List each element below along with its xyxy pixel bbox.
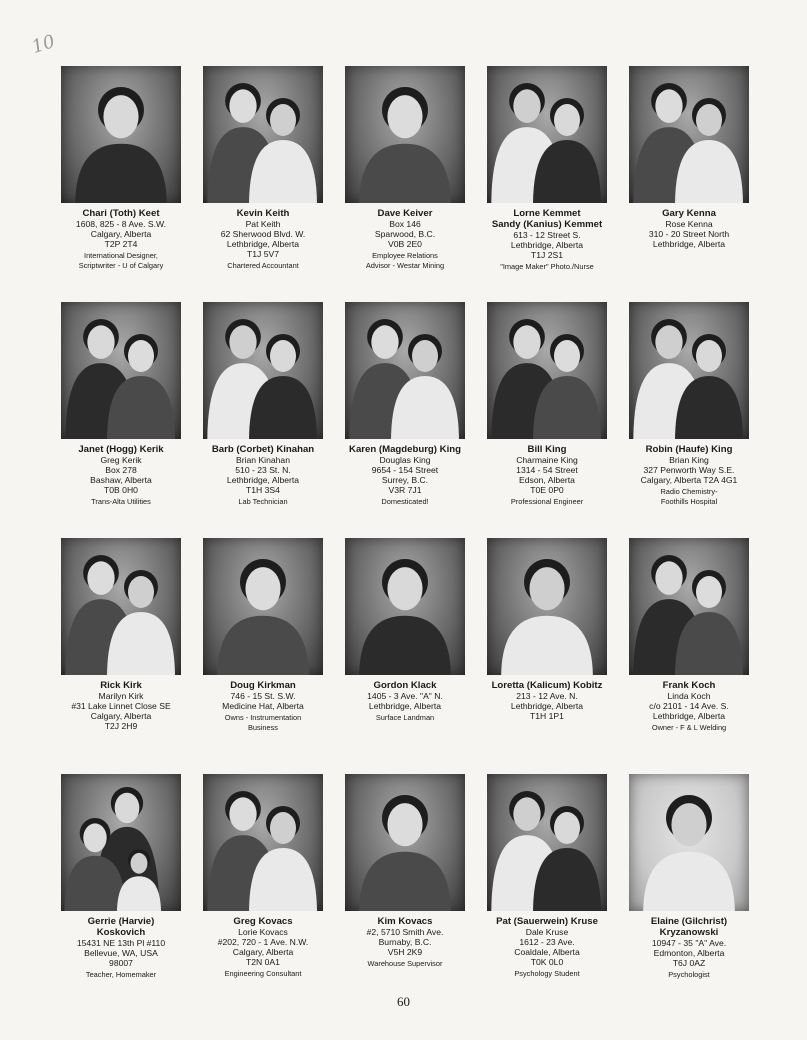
entry-secondary-name: Koskovich	[96, 927, 146, 938]
entry-address-line: 1612 - 23 Ave.	[519, 937, 575, 947]
directory-entry	[50, 302, 192, 538]
portrait-graphic	[61, 774, 181, 911]
portrait-graphic	[629, 538, 749, 675]
person-silhouette	[643, 795, 735, 911]
portrait-graphic	[203, 538, 323, 675]
person-silhouette	[359, 559, 451, 675]
portrait-graphic	[487, 302, 607, 439]
entry-occupation-line: Domesticated!	[381, 497, 429, 506]
entry-address-line: Bellevue, WA, USA	[84, 948, 158, 958]
entry-name: Gerrie (Harvie)	[87, 916, 155, 927]
entry-occupation-line: Advisor - Westar Mining	[365, 261, 445, 270]
entry-secondary-name: Sandy (Kanius) Kemmet	[491, 219, 603, 230]
person-silhouette	[75, 87, 167, 203]
entry-text	[619, 680, 759, 733]
portrait-graphic	[345, 538, 465, 675]
portrait-graphic	[345, 774, 465, 911]
entry-occupation-line: Radio Chemistry-	[660, 487, 718, 496]
entry-name: Rick Kirk	[100, 680, 142, 691]
entry-occupation	[477, 262, 617, 272]
entry-occupation	[619, 487, 759, 507]
portrait-graphic	[487, 538, 607, 675]
portrait-graphic	[61, 302, 181, 439]
entry-name: Lorne Kemmet	[513, 208, 581, 219]
person-silhouette	[217, 559, 309, 675]
person-silhouette	[359, 795, 451, 911]
entry-secondary-name: Kryzanowski	[659, 927, 719, 938]
portrait-graphic	[487, 774, 607, 911]
entry-name: Bill King	[527, 444, 567, 455]
entry-text	[193, 444, 333, 507]
portrait-photo	[345, 302, 465, 439]
entry-occupation-line: Business	[248, 723, 278, 732]
entry-address-line: T2P 2T4	[104, 239, 138, 249]
portrait-photo	[487, 538, 607, 675]
portrait-graphic	[203, 302, 323, 439]
entry-address-line: 613 - 12 Street S.	[513, 230, 581, 240]
directory-entry	[618, 66, 760, 302]
entry-occupation-line: Owner - F & L Welding	[651, 723, 727, 732]
entry-name: Barb (Corbet) Kinahan	[211, 444, 315, 455]
entry-address-line: 62 Sherwood Blvd. W.	[220, 229, 306, 239]
entry-occupation	[619, 970, 759, 980]
entry-address-line: Lethbridge, Alberta	[226, 475, 300, 485]
entry-occupation	[477, 497, 617, 507]
entry-address-line: T2J 2H9	[104, 721, 138, 731]
entry-name: Dave Keiver	[377, 208, 433, 219]
entry-address-line: #31 Lake Linnet Close SE	[71, 701, 171, 711]
entry-occupation-line: Employee Relations	[372, 251, 438, 260]
portrait-photo	[203, 774, 323, 911]
portrait-photo	[629, 774, 749, 911]
portrait-photo	[203, 302, 323, 439]
directory-entry	[334, 538, 476, 774]
entry-address-line: Edmonton, Alberta	[653, 948, 725, 958]
entry-text	[335, 444, 475, 507]
portrait-photo	[61, 538, 181, 675]
entry-name: Loretta (Kalicum) Kobitz	[491, 680, 603, 691]
entry-name: Kim Kovacs	[377, 916, 433, 927]
directory-entry	[50, 774, 192, 1010]
entry-address-line: #2, 5710 Smith Ave.	[366, 927, 444, 937]
directory-entry	[476, 538, 618, 774]
entry-text	[477, 916, 617, 979]
portrait-photo	[487, 302, 607, 439]
portrait-graphic	[629, 302, 749, 439]
entry-name: Chari (Toth) Keet	[82, 208, 160, 219]
entry-address-line: 213 - 12 Ave. N.	[516, 691, 578, 701]
directory-entry	[618, 774, 760, 1010]
entry-secondary-name: Greg Kerik	[100, 455, 142, 465]
entry-address-line: Bashaw, Alberta	[90, 475, 152, 485]
entry-occupation-line: Psychologist	[668, 970, 710, 979]
directory-entry	[618, 302, 760, 538]
entry-occupation	[193, 969, 333, 979]
entry-secondary-name: Lorie Kovacs	[238, 927, 288, 937]
entry-occupation-line: Professional Engineer	[510, 497, 584, 506]
entry-occupation	[619, 723, 759, 733]
entry-occupation-line: "Image Maker" Photo./Nurse	[500, 262, 594, 271]
entry-occupation-line: International Designer,	[84, 251, 158, 260]
entry-address-line: T1J 2S1	[530, 250, 563, 260]
entry-address-line: T0K 0L0	[530, 957, 564, 967]
entry-address-line: 1405 - 3 Ave. "A" N.	[367, 691, 443, 701]
entry-address-line: Coaldale, Alberta	[514, 947, 580, 957]
entry-address-line: Burnaby, B.C.	[378, 937, 432, 947]
directory-entry	[476, 66, 618, 302]
entry-name: Kevin Keith	[236, 208, 290, 219]
entry-secondary-name: Rose Kenna	[665, 219, 713, 229]
entry-address-line: Lethbridge, Alberta	[652, 239, 726, 249]
entry-secondary-name: Pat Keith	[245, 219, 281, 229]
portrait-graphic	[629, 66, 749, 203]
directory-entry	[476, 774, 618, 1010]
entry-address-line: T6J 0AZ	[672, 958, 706, 968]
entry-text	[619, 208, 759, 249]
entry-occupation-line: Chartered Accountant	[227, 261, 299, 270]
portrait-photo	[345, 774, 465, 911]
directory-entry	[192, 66, 334, 302]
entry-secondary-name: Charmaine King	[516, 455, 578, 465]
entry-address-line: Sparwood, B.C.	[374, 229, 436, 239]
entry-occupation	[51, 970, 191, 980]
entry-text	[477, 208, 617, 272]
entry-text	[335, 680, 475, 723]
entry-occupation	[193, 497, 333, 507]
portrait-graphic	[629, 774, 749, 911]
entry-occupation	[335, 713, 475, 723]
entry-secondary-name: Linda Koch	[667, 691, 711, 701]
entry-address-line: 746 - 15 St. S.W.	[230, 691, 296, 701]
portrait-graphic	[345, 66, 465, 203]
portrait-photo	[345, 66, 465, 203]
portrait-graphic	[345, 302, 465, 439]
portrait-graphic	[203, 66, 323, 203]
entry-occupation-line: Foothills Hospital	[660, 497, 718, 506]
entry-text	[619, 916, 759, 980]
entry-name: Karen (Magdeburg) King	[349, 444, 461, 455]
person-silhouette	[359, 87, 451, 203]
entry-address-line: c/o 2101 - 14 Ave. S.	[649, 701, 729, 711]
entry-text	[619, 444, 759, 507]
entry-name: Gary Kenna	[662, 208, 716, 219]
portrait-photo	[487, 66, 607, 203]
directory-entry	[476, 302, 618, 538]
portrait-photo	[61, 66, 181, 203]
entry-occupation	[335, 497, 475, 507]
entry-address-line: T1J 5V7	[246, 249, 279, 259]
portrait-photo	[629, 66, 749, 203]
entry-address-line: 15431 NE 13th Pl #110	[76, 938, 166, 948]
page-mark: 10	[29, 30, 58, 59]
entry-address-line: 98007	[109, 958, 133, 968]
entry-text	[193, 680, 333, 733]
portrait-photo	[345, 538, 465, 675]
entry-name: Greg Kovacs	[233, 916, 293, 927]
entry-address-line: Calgary, Alberta T2A 4G1	[640, 475, 738, 485]
entry-occupation-line: Lab Technician	[238, 497, 288, 506]
entry-address-line: Edson, Alberta	[519, 475, 575, 485]
entry-address-line: T0B 0H0	[104, 485, 138, 495]
entry-occupation-line: Owns - Instrumentation	[224, 713, 302, 722]
entry-occupation	[51, 497, 191, 507]
directory-entry	[50, 538, 192, 774]
entry-text	[477, 680, 617, 721]
entry-address-line: 327 Penworth Way S.E.	[643, 465, 735, 475]
entry-secondary-name: Brian King	[669, 455, 709, 465]
entry-address-line: Calgary, Alberta	[90, 711, 152, 721]
entry-address-line: V0B 2E0	[388, 239, 422, 249]
entry-occupation	[51, 251, 191, 271]
entry-text	[51, 680, 191, 731]
entry-address-line: Lethbridge, Alberta	[226, 239, 300, 249]
entry-text	[193, 916, 333, 979]
entry-occupation-line: Surface Landman	[375, 713, 435, 722]
portrait-photo	[61, 302, 181, 439]
entry-text	[51, 208, 191, 271]
entry-text	[335, 916, 475, 969]
entry-address-line: T0E 0P0	[530, 485, 564, 495]
entry-name: Gordon Klack	[373, 680, 437, 691]
entry-address-line: 1608, 825 - 8 Ave. S.W.	[75, 219, 167, 229]
portrait-photo	[487, 774, 607, 911]
entry-text	[477, 444, 617, 507]
directory-entry	[334, 302, 476, 538]
entry-text	[51, 916, 191, 980]
portrait-photo	[61, 774, 181, 911]
entry-text	[51, 444, 191, 507]
entry-name: Doug Kirkman	[230, 680, 296, 691]
entry-address-line: T1H 1P1	[530, 711, 564, 721]
entry-address-line: Lethbridge, Alberta	[368, 701, 442, 711]
entry-secondary-name: Marilyn Kirk	[98, 691, 144, 701]
entry-secondary-name: Douglas King	[379, 455, 431, 465]
directory-entry	[192, 302, 334, 538]
directory-entry	[192, 538, 334, 774]
entry-occupation	[193, 261, 333, 271]
entry-occupation-line: Teacher, Homemaker	[85, 970, 157, 979]
entry-address-line: 510 - 23 St. N.	[235, 465, 291, 475]
entry-address-line: #202, 720 - 1 Ave. N.W.	[217, 937, 309, 947]
portrait-graphic	[61, 538, 181, 675]
entry-address-line: Box 146	[389, 219, 421, 229]
entry-address-line: 310 - 20 Street North	[648, 229, 730, 239]
entry-occupation-line: Warehouse Supervisor	[367, 959, 443, 968]
entry-name: Frank Koch	[662, 680, 716, 691]
directory-entry	[334, 66, 476, 302]
entry-occupation	[477, 969, 617, 979]
directory-entry	[618, 538, 760, 774]
person-silhouette	[501, 559, 593, 675]
entry-text	[193, 208, 333, 271]
entry-occupation-line: Trans-Alta Utilities	[91, 497, 151, 506]
entry-address-line: V5H 2K9	[387, 947, 423, 957]
entry-address-line: Lethbridge, Alberta	[652, 711, 726, 721]
entry-address-line: Calgary, Alberta	[232, 947, 294, 957]
entry-name: Elaine (Gilchrist)	[650, 916, 728, 927]
portrait-photo	[629, 538, 749, 675]
entry-name: Janet (Hogg) Kerik	[78, 444, 164, 455]
directory-entry	[192, 774, 334, 1010]
entry-occupation-line: Engineering Consultant	[224, 969, 302, 978]
entry-address-line: Lethbridge, Alberta	[510, 240, 584, 250]
page-number: 60	[397, 994, 410, 1009]
entry-address-line: Surrey, B.C.	[381, 475, 429, 485]
entry-address-line: Calgary, Alberta	[90, 229, 152, 239]
directory-grid	[50, 66, 760, 1010]
entry-occupation-line: Psychology Student	[514, 969, 580, 978]
entry-name: Pat (Sauerwein) Kruse	[496, 916, 598, 927]
entry-secondary-name: Brian Kinahan	[236, 455, 290, 465]
entry-address-line: 10947 - 35 "A" Ave.	[651, 938, 727, 948]
portrait-graphic	[487, 66, 607, 203]
directory-entry	[334, 774, 476, 1010]
entry-occupation	[193, 713, 333, 733]
entry-address-line: Lethbridge, Alberta	[510, 701, 584, 711]
entry-name: Robin (Haufe) King	[645, 444, 733, 455]
portrait-photo	[629, 302, 749, 439]
entry-occupation	[335, 959, 475, 969]
entry-secondary-name: Dale Kruse	[525, 927, 569, 937]
portrait-graphic	[61, 66, 181, 203]
entry-address-line: V3R 7J1	[388, 485, 422, 495]
entry-address-line: 1314 - 54 Street	[516, 465, 578, 475]
entry-address-line: T2N 0A1	[246, 957, 280, 967]
portrait-photo	[203, 538, 323, 675]
entry-occupation-line: Scriptwriter - U of Calgary	[78, 261, 164, 270]
portrait-photo	[203, 66, 323, 203]
entry-occupation	[335, 251, 475, 271]
entry-address-line: Box 278	[105, 465, 137, 475]
entry-address-line: T1H 3S4	[246, 485, 280, 495]
portrait-graphic	[203, 774, 323, 911]
entry-text	[335, 208, 475, 271]
directory-entry	[50, 66, 192, 302]
entry-address-line: 9654 - 154 Street	[371, 465, 439, 475]
entry-address-line: Medicine Hat, Alberta	[222, 701, 304, 711]
